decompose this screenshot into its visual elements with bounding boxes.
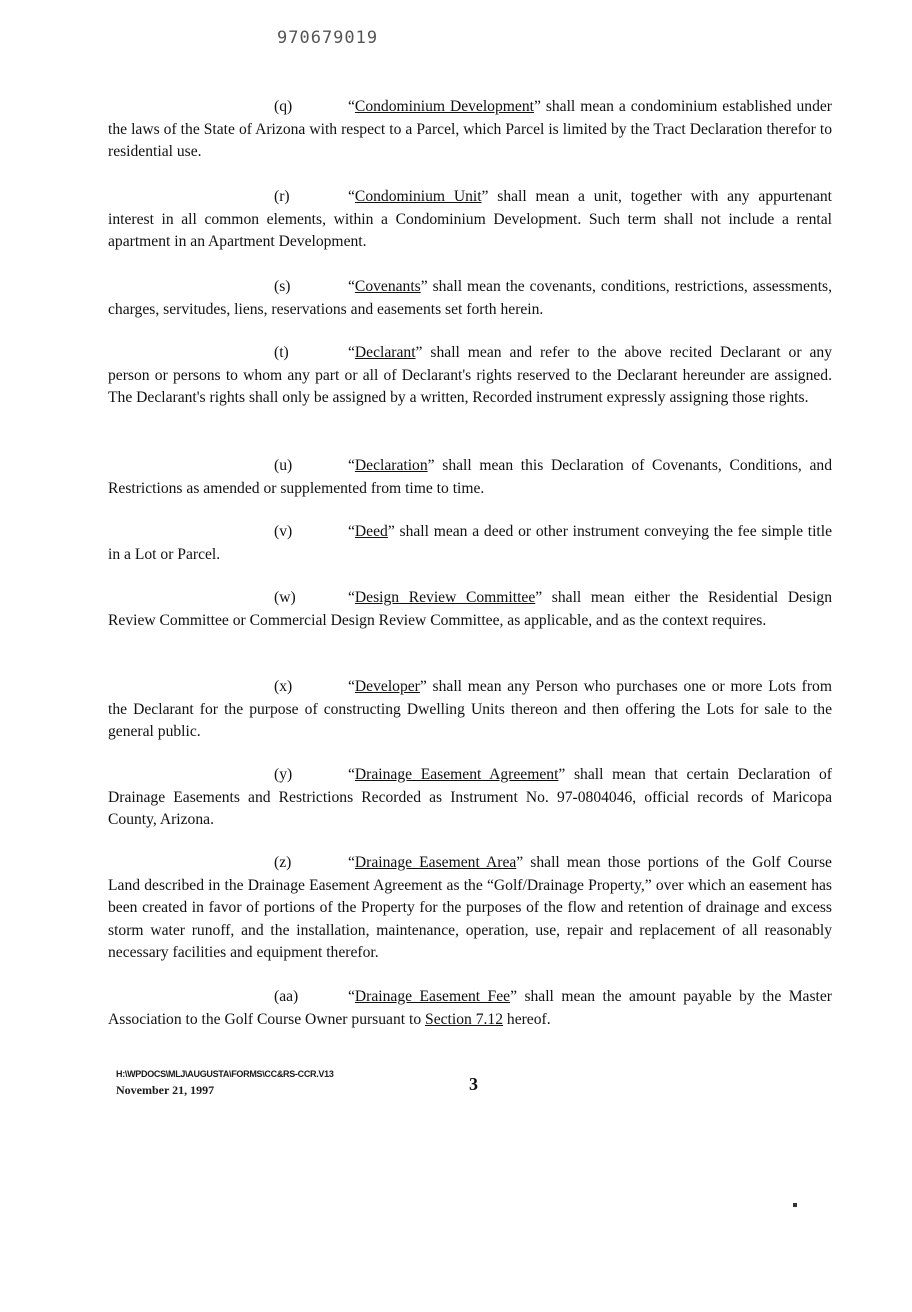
defined-term: Deed <box>354 523 388 540</box>
definition-marker: (q) <box>274 98 293 115</box>
footer-date: November 21, 1997 <box>116 1083 215 1097</box>
defined-term: Condominium Development <box>354 98 534 115</box>
definition-marker: (t) <box>274 344 289 361</box>
definition-marker: (w) <box>274 589 296 606</box>
definition-aa: (aa) “Drainage Easement Fee” shall mean the amount payable by the Master Association to the Golf Course Owner pursuant to Section 7.12 hereof. <box>108 988 832 1028</box>
definition-text: shall mean the amount payable by the Master Association to the Golf Course Owner pursuant to <box>108 988 832 1028</box>
defined-term: Design Review Committee <box>354 589 536 606</box>
definition-text: shall mean and refer to the above recited Declarant or any person or persons to whom any part or all of Declarant's rights reserved to the Declarant hereunder are assigned. The Declarant's rights shall only be assigned by a written, Recorded instrument expressly assigning those rights. <box>108 344 832 406</box>
definition-y: (y) “Drainage Easement Agreement” shall mean that certain Declaration of Drainage Easements and Restrictions Recorded as Instrument No. 97-0804046, official records of Maricopa County, Arizona. <box>108 766 832 828</box>
definition-q: (q) “Condominium Development” shall mean a condominium established under the laws of the State of Arizona with respect to a Parcel, which Parcel is limited by the Tract Declaration therefor to residential use. <box>108 98 833 160</box>
section-reference-link: Section 7.12 <box>425 1010 503 1028</box>
definition-r: (r) “Condominium Unit” shall mean a unit, together with any appurtenant interest in all common elements, within a Condominium Development. Such term shall not include a rental apartment in an Apartment Development. <box>108 188 833 250</box>
defined-term: Covenants <box>354 278 421 295</box>
definition-text: shall mean any Person who purchases one or more Lots from the Declarant for the purpose of constructing Dwelling Units thereon and then offering the Lots for sale to the general public. <box>108 678 832 740</box>
defined-term: Drainage Easement Fee <box>354 988 511 1005</box>
definition-marker: (z) <box>274 854 292 871</box>
page-number: 3 <box>469 1074 478 1094</box>
definition-z: (z) “Drainage Easement Area” shall mean those portions of the Golf Course Land described in the Drainage Easement Agreement as the “Golf/Drainage Property,” over which an easement has been created in favor of portions of the Property for the purposes of the flow and retention of drainage and excess storm water runoff, and the installation, maintenance, operation, use, repair and replacement of all reasonably necessary facilities and equipment therefor. <box>108 854 832 961</box>
definition-w: (w) “Design Review Committee” shall mean either the Residential Design Review Committee or Commercial Design Review Committee, as applicable, and as the context requires. <box>108 589 832 629</box>
definition-u: (u) “Declaration” shall mean this Declaration of Covenants, Conditions, and Restrictions as amended or supplemented from time to time. <box>108 457 832 497</box>
defined-term: Declarant <box>354 344 416 361</box>
defined-term: Drainage Easement Agreement <box>354 766 559 783</box>
defined-term: Developer <box>354 678 420 695</box>
definition-text: shall mean either the Residential Design Review Committee or Commercial Design Review Committee, as applicable, and as the context requires. <box>108 589 832 629</box>
definition-text-end: hereof. <box>503 1010 551 1028</box>
definition-text: shall mean that certain Declaration of Drainage Easements and Restrictions Recorded as Instrument No. 97-0804046, official records of Maricopa County, Arizona. <box>108 766 832 828</box>
scan-speck <box>793 1203 797 1207</box>
definition-marker: (aa) <box>274 988 299 1005</box>
document-number: 970679019 <box>277 28 379 48</box>
definition-t: (t) “Declarant” shall mean and refer to the above recited Declarant or any person or persons to whom any part or all of Declarant's rights reserved to the Declarant hereunder are assigned. The Declarant's rights shall only be assigned by a written, Recorded instrument expressly assigning those rights. <box>108 344 832 406</box>
definition-marker: (r) <box>274 188 290 205</box>
definition-text: shall mean a condominium established under the laws of the State of Arizona with respect to a Parcel, which Parcel is limited by the Tract Declaration therefor to residential use. <box>108 98 833 160</box>
definition-text: shall mean this Declaration of Covenants, Conditions, and Restrictions as amended or supplemented from time to time. <box>108 457 832 497</box>
definition-text: shall mean a unit, together with any appurtenant interest in all common elements, within a Condominium Development. Such term shall not include a rental apartment in an Apartment Development. <box>108 188 833 250</box>
definition-marker: (s) <box>274 278 291 295</box>
definition-marker: (x) <box>274 678 293 695</box>
definition-s: (s) “Covenants” shall mean the covenants, conditions, restrictions, assessments, charges, servitudes, liens, reservations and easements set forth herein. <box>108 278 832 318</box>
defined-term: Drainage Easement Area <box>354 854 517 871</box>
defined-term: Condominium Unit <box>354 188 482 205</box>
definition-marker: (u) <box>274 457 293 474</box>
definition-text: shall mean those portions of the Golf Course Land described in the Drainage Easement Agreement as the “Golf/Drainage Property,” over which an easement has been created in favor of portions of the Property for the purposes of the flow and retention of drainage and excess storm water runoff, and the installation, maintenance, operation, use, repair and replacement of all reasonably necessary facilities and equipment therefor. <box>108 854 832 961</box>
definition-text: shall mean the covenants, conditions, restrictions, assessments, charges, servitudes, liens, reservations and easements set forth herein. <box>108 278 832 318</box>
defined-term: Declaration <box>354 457 428 474</box>
definition-v: (v) “Deed” shall mean a deed or other instrument conveying the fee simple title in a Lot or Parcel. <box>108 523 832 563</box>
definition-marker: (v) <box>274 523 293 540</box>
definition-marker: (y) <box>274 766 293 783</box>
definition-text: shall mean a deed or other instrument conveying the fee simple title in a Lot or Parcel. <box>108 523 832 563</box>
definition-x: (x) “Developer” shall mean any Person who purchases one or more Lots from the Declarant for the purpose of constructing Dwelling Units thereon and then offering the Lots for sale to the general public. <box>108 678 832 740</box>
footer-file-path: H:\WPDOCS\MLJ\AUGUSTA\FORMS\CC&RS-CCR.V13 <box>116 1069 334 1079</box>
